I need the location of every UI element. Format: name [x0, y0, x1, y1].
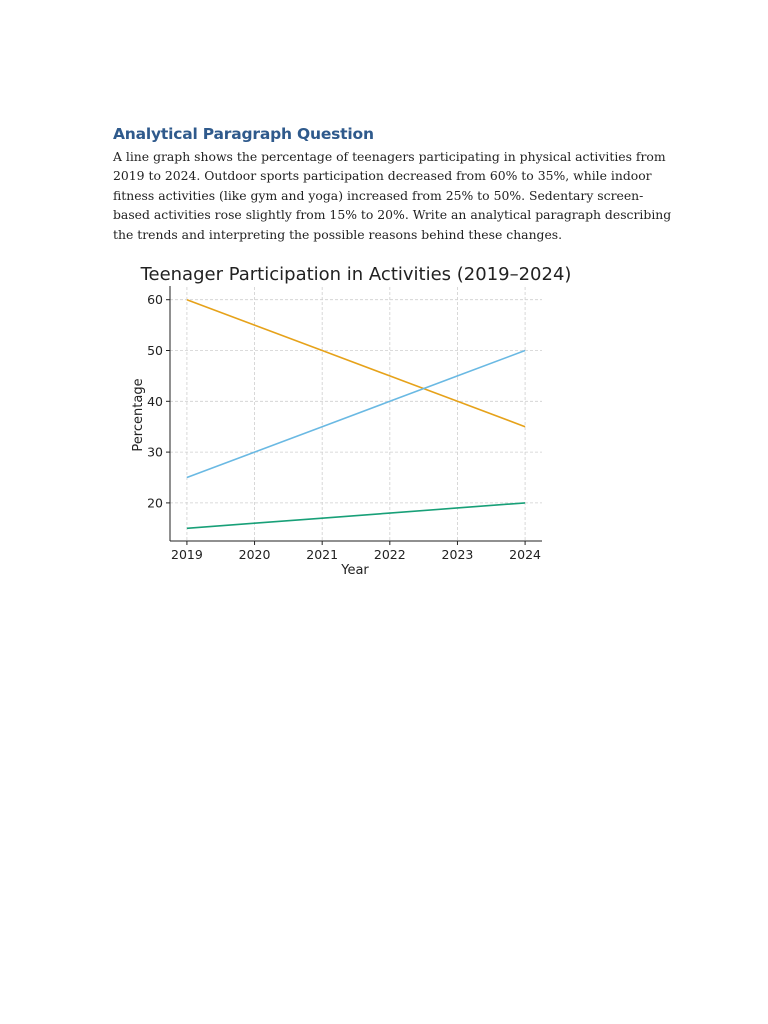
- y-axis-label: Percentage: [131, 378, 146, 452]
- y-tick-label-50: 50: [147, 343, 163, 358]
- line-chart-svg: [125, 256, 575, 586]
- y-tick-label-40: 40: [147, 393, 163, 409]
- x-tick-label-2024: 2024: [509, 547, 541, 562]
- axes: [147, 286, 542, 562]
- series-line-2: [187, 351, 525, 478]
- chart-title: Teenager Participation in Activities (2019–2024): [140, 264, 572, 285]
- x-tick-label-2020: 2020: [238, 547, 271, 562]
- y-tick-label-30: 30: [147, 444, 163, 460]
- x-tick-label-2019: 2019: [171, 547, 203, 562]
- y-tick-label-20: 20: [147, 495, 163, 511]
- y-tick-label-60: 60: [147, 292, 163, 308]
- series-line-3: [187, 503, 525, 528]
- series-line-1: [187, 300, 525, 427]
- question-paragraph: A line graph shows the percentage of teenagers participating in physical activities from 2019 to 2024. Outdoor sports participation decreased from 60% to 35%, while indoor fitness activities (like gym and yoga) increased from 25% to 50%. Sedentary screen-based activities rose slightly from 15% to 20%. Write an analytical paragraph describing the trends and interpreting the possible reasons behind these changes.: [113, 149, 672, 242]
- line-chart: [125, 256, 575, 586]
- x-tick-label-2022: 2022: [373, 547, 406, 562]
- x-axis-label: Year: [341, 563, 369, 578]
- x-tick-label-2021: 2021: [306, 547, 339, 562]
- question-heading: Analytical Paragraph Question: [113, 125, 374, 143]
- series-lines: [187, 300, 525, 529]
- x-tick-label-2023: 2023: [441, 547, 474, 562]
